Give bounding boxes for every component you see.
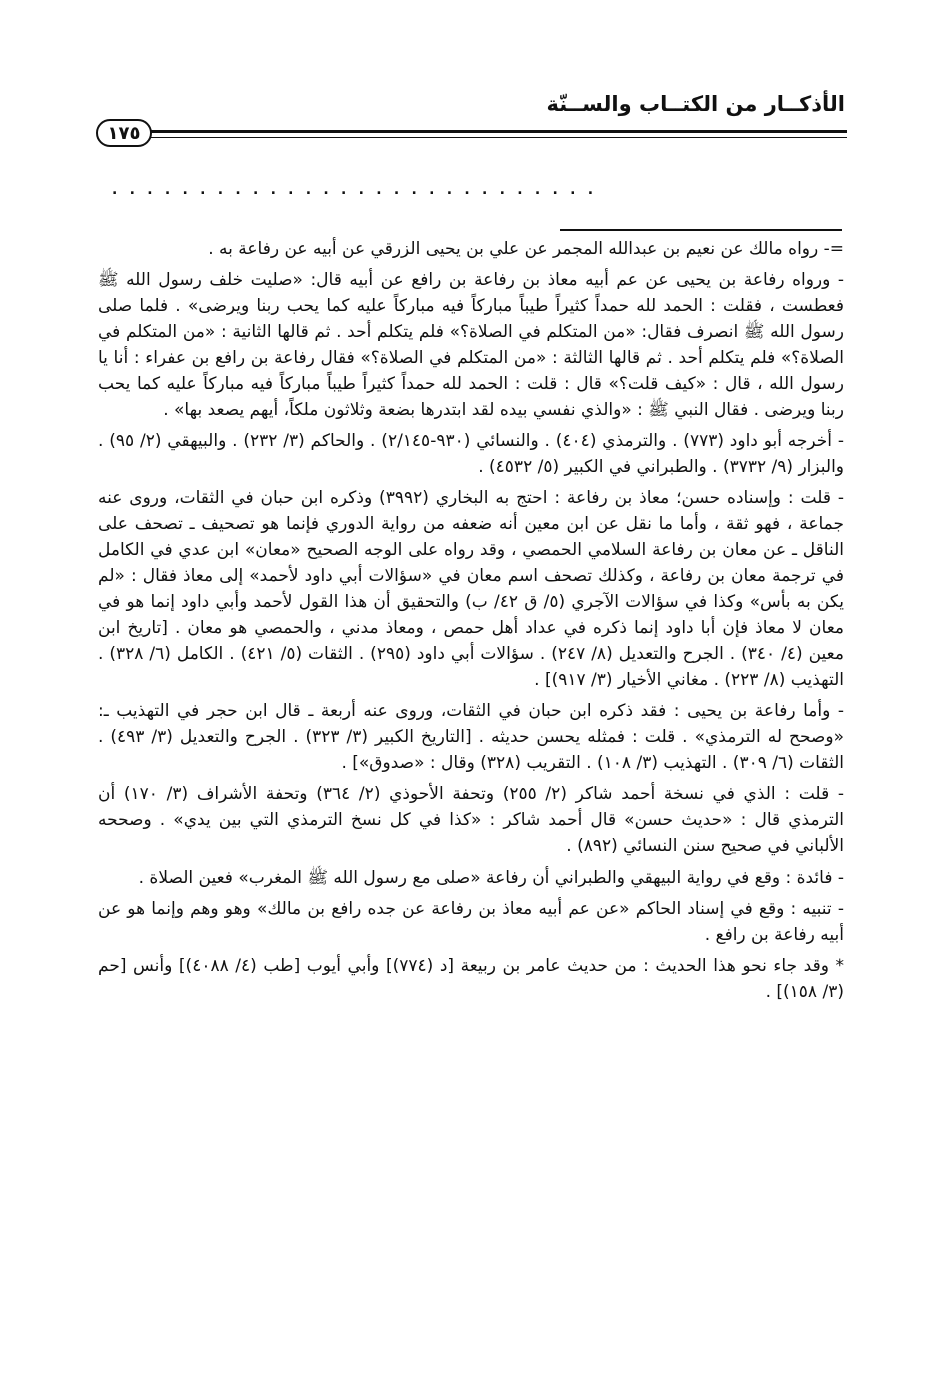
footnote-paragraph-shakir-note: - قلت : الذي في نسخة أحمد شاكر (٢/ ٢٥٥) وتحفة الأحوذي (٢/ ٣٦٤) وتحفة الأشراف (٣/ ١٧٠) أن الترمذي قال : «حديث حسن» قال أحمد شاكر : «كذا في كل نسخ الترمذي التي بين يدي» . وصححه الألباني في صحيح سنن النسائي (٨٩٢) .: [98, 784, 845, 857]
footnote-paragraph-shawahid: * وقد جاء نحو هذا الحديث : من حديث عامر بن ربيعة [د (٧٧٤)] وأبي أيوب [طب (٤/ ٤٠٨٨)] وأنس [حم (٣/ ١٥٨)] .: [98, 955, 844, 1002]
header-rule-thin: [150, 137, 847, 138]
footnote-paragraph-tanbih: - تنبيه : وقع في إسناد الحاكم «عن عم أبيه معاذ بن رفاعة عن جده رافع بن مالك» وهو وهم وإنما هو عن أبيه رفاعة بن رافع .: [98, 898, 844, 945]
footnote-paragraph-riwaya-malik: =- رواه مالك عن نعيم بن عبدالله المجمر عن علي بن يحيى الزرقي عن أبيه عن رفاعة به .: [208, 239, 844, 259]
footnote-paragraph-takhrij: - أخرجه أبو داود (٧٧٣) . والترمذي (٤٠٤) . والنسائي (٩٣٠-٢/١٤٥) . والحاكم (٣/ ٢٣٢) . والبيهقي (٢/ ٩٥) . والبزار (٩/ ٣٧٣٢) . والطبراني في الكبير (٥/ ٤٥٣٢) .: [98, 431, 844, 478]
running-title: الأذكــار من الكتــاب والســنّة: [546, 92, 845, 116]
page-number: ١٧٥: [96, 119, 152, 147]
footnote-paragraph-hadith-text: - ورواه رفاعة بن يحيى عن عم أبيه معاذ بن رفاعة بن رافع عن أبيه قال: «صليت خلف رسول الله ﷺ فعطست ، فقلت : الحمد لله حمداً كثيراً طيباً مباركاً فيه مباركاً عليه كما يحب ربنا ويرضى» . فلما صلى رسول الله ﷺ انصرف فقال: «من المتكلم في الصلاة؟» فلم يتكلم أحد . ثم قالها الثانية : «من المتكلم في الصلاة؟» فلم يتكلم أحد . ثم قالها الثالثة : «من المتكلم في الصلاة؟» فقال رفاعة بن رافع بن عفراء : أنا يا رسول الله ، قال : «كيف قلت؟» قال : قلت : الحمد لله حمداً كثيراً طيباً مباركاً فيه مباركاً عليه كما يحب ربنا ويرضى . فقال النبي ﷺ : «والذي نفسي بيده لقد ابتدرها بضعة وثلاثون ملكاً، أيهم يصعد بها» .: [98, 270, 844, 421]
footnote-separator: [560, 229, 842, 231]
dotted-divider: ............................: [112, 182, 606, 198]
footnote-paragraph-faida: - فائدة : وقع في رواية البيهقي والطبراني أن رفاعة «صلى مع رسول الله ﷺ المغرب» فعين الصلاة .: [138, 867, 844, 888]
header-rule: [150, 130, 847, 133]
footnote-paragraph-isnad-muadh: - قلت : وإسناده حسن؛ معاذ بن رفاعة : احتج به البخاري (٣٩٩٢) وذكره ابن حبان في الثقات، وروى عنه جماعة ، فهو ثقة ، وأما ما نقل عن ابن معين أنه ضعفه من رواية الدوري فإنما هو تصحيف ـ تصحف على الناقل ـ عن معان بن رفاعة السلامي الحمصي ، وقد رواه على الوجه الصحيح «معان» ابن عدي في الكامل في ترجمة معان بن رفاعة ، وكذلك تصحف اسم معان في «سؤالات أبي داود لأحمد» إلى معاذ فقال : «لم يكن به بأس» وكذا في سؤالات الآجري (٥/ ق ٤٢/ ب) والتحقيق أن هذا القول لأحمد وأبي داود إنما هو في معان لا معاذ فإن أبا داود إنما ذكره في عداد أهل حمص ، ومعاذ مدني ، والحمصي هو معان . [تاريخ ابن معين (٤/ ٣٤٠) . الجرح والتعديل (٨/ ٢٤٧) . سؤالات أبي داود (٢٩٥) . الثقات (٥/ ٤٢١) . الكامل (٦/ ٣٢٨) . التهذيب (٨/ ٢٢٣) . مغاني الأخيار (٣/ ٩١٧)] .: [98, 488, 844, 691]
footnotes-section: [98, 236, 844, 1005]
footnote-paragraph-rifaa-ibn-yahya: - وأما رفاعة بن يحيى : فقد ذكره ابن حبان في الثقات، وروى عنه أربعة ـ قال ابن حجر في التهذيب ـ: «وصحح له الترمذي» . قلت : فمثله يحسن حديثه . [التاريخ الكبير (٣/ ٣٢٣) . الجرح والتعديل (٣/ ٤٩٣) . الثقات (٦/ ٣٠٩) . التهذيب (٣/ ١٠٨) . التقريب (٣٢٨) وقال : «صدوق»] .: [98, 701, 844, 774]
